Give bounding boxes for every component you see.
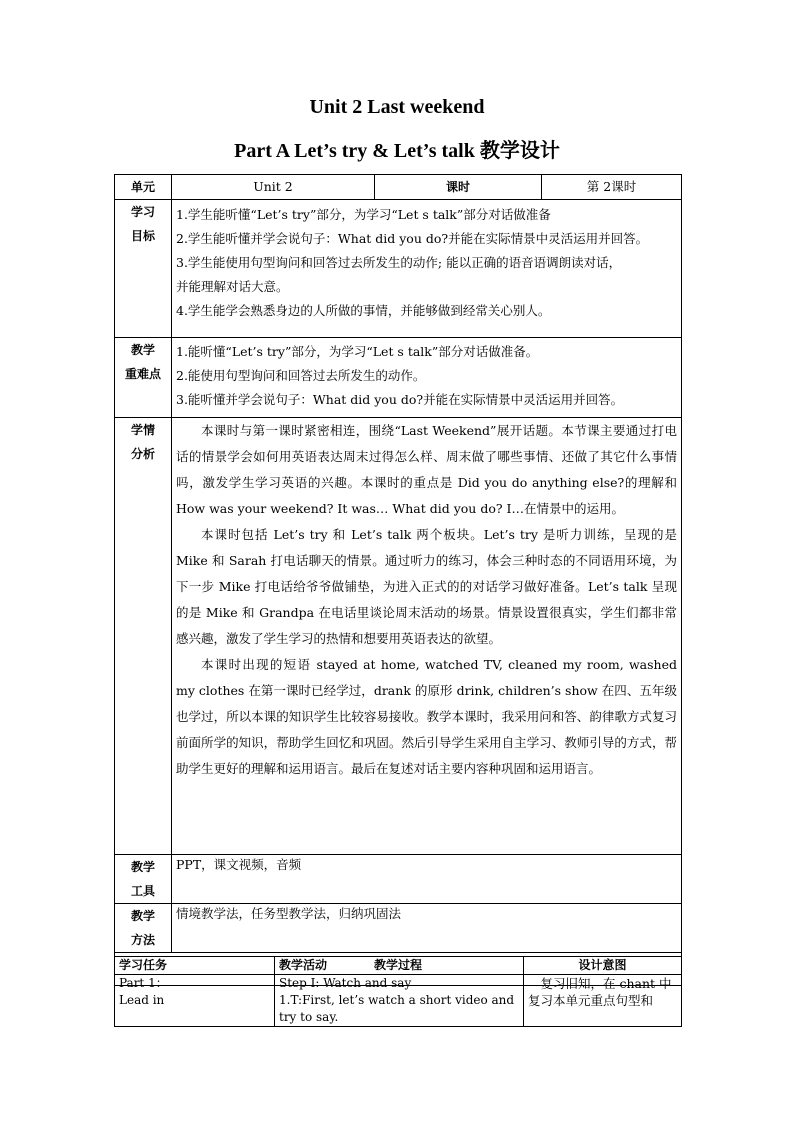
key-points-label-line1: 教学: [130, 343, 155, 357]
col-task-header: 学习任务: [115, 957, 275, 975]
process-row: [115, 975, 682, 1027]
task-line: Part 1：: [119, 976, 168, 990]
methods-label-line2: 方法: [130, 933, 155, 947]
tools-value: PPT，课文视频，音频: [172, 855, 682, 904]
tools-row: [115, 855, 682, 904]
task-cell: [115, 975, 275, 1027]
key-points-content: [172, 338, 682, 418]
process-table: [114, 956, 682, 1027]
key-points-row: [115, 338, 682, 418]
goal-line: 并能理解对话大意。: [176, 279, 289, 294]
activity-cell: [275, 975, 524, 1027]
process-heading: 教学过程: [115, 953, 682, 986]
methods-row: [115, 904, 682, 953]
goal-line: 3.学生能使用句型询问和回答过去所发生的动作; 能以正确的语音语调朗读对话，: [176, 255, 622, 270]
analysis-label: [115, 418, 172, 855]
lesson-plan-table: [114, 174, 682, 986]
period-value: 第 2课时: [542, 175, 682, 200]
key-point-line: 1.能听懂“Let’s try”部分，为学习“Let s talk”部分对话做准备。: [176, 344, 539, 359]
analysis-label-line1: 学情: [130, 423, 155, 437]
analysis-row: [115, 418, 682, 855]
goal-line: 4.学生能学会熟悉身边的人所做的事情，并能够做到经常关心别人。: [176, 303, 551, 318]
analysis-content: [172, 418, 682, 855]
unit-label: 单元: [115, 175, 172, 200]
goals-label-line2: 目标: [130, 229, 155, 243]
process-header-row: [115, 957, 682, 975]
activity-line: try to say.: [279, 1010, 339, 1024]
methods-value: 情境教学法，任务型教学法，归纳巩固法: [172, 904, 682, 953]
intent-cell: [524, 975, 682, 1027]
activity-line: Step I: Watch and say: [279, 976, 412, 990]
unit-value: Unit 2: [172, 175, 375, 200]
intent-line: 复习旧知，在 chant 中: [540, 976, 672, 991]
goals-content: [172, 200, 682, 338]
analysis-paragraph: 本课时与第一课时紧密相连，围绕“Last Weekend”展开话题。本节课主要通过打电话的情景学会如何用英语表达周末过得怎么样、周末做了哪些事情、还做了其它什么事情吗，激发学生学习英语的兴趣。本课时的重点是 Did you do anything else?的理解和 How was your weekend? It was… What did you do? I…在情景中的运用。: [176, 423, 677, 516]
period-label: 课时: [375, 175, 542, 200]
tools-label-line2: 工具: [130, 884, 155, 898]
document-subtitle: Part A Let’s try & Let’s talk 教学设计: [234, 140, 560, 162]
task-line: Lead in: [119, 993, 165, 1007]
document-title: Unit 2 Last weekend: [309, 96, 485, 118]
analysis-paragraph: 本课时包括 Let’s try 和 Let’s talk 两个板块。Let’s try 是听力训练，呈现的是 Mike 和 Sarah 打电话聊天的情景。通过听力的练习，体会三种时态的不同语用环境，为下一步 Mike 打电话给爷爷做铺垫，为进入正式的的对话学习做好准备。Let’s talk 呈现的是 Mike 和 Grandpa 在电话里谈论周末活动的场景。情景设置很真实，学生们都非常感兴趣，激发了学生学习的热情和想要用英语表达的欲望。: [176, 527, 677, 646]
header-row: [115, 175, 682, 200]
key-points-label-line2: 重难点: [124, 367, 161, 381]
goals-row: [115, 200, 682, 338]
activity-line: 1.T:First, let’s watch a short video and: [279, 993, 515, 1007]
col-activity-header: 教学活动: [275, 957, 524, 975]
intent-line: 复习本单元重点句型和: [528, 993, 654, 1008]
methods-label: [115, 904, 172, 953]
goals-label: [115, 200, 172, 338]
tools-label-line1: 教学: [130, 860, 155, 874]
key-point-line: 2.能使用句型询问和回答过去所发生的动作。: [176, 368, 426, 383]
key-point-line: 3.能听懂并学会说句子：What did you do?并能在实际情景中灵活运用并回答。: [176, 392, 624, 407]
col-intent-header: 设计意图: [524, 957, 682, 975]
tools-label: [115, 855, 172, 904]
analysis-label-line2: 分析: [130, 447, 155, 461]
analysis-paragraph: 本课时出现的短语 stayed at home, watched TV, cleaned my room, washed my clothes 在第一课时已经学过，drank 的原形 drink, children’s show 在四、五年级也学过，所以本课的知识学生比较容易接收。教学本课时，我采用问和答、韵律歌方式复习前面所学的知识，帮助学生回忆和巩固。然后引导学生采用自主学习、教师引导的方式，帮助学生更好的理解和运用语言。最后在复述对话主要内容种巩固和运用语言。: [176, 657, 677, 776]
key-points-label: [115, 338, 172, 418]
goals-label-line1: 学习: [130, 205, 155, 219]
methods-label-line1: 教学: [130, 909, 155, 923]
goal-line: 1.学生能听懂“Let’s try”部分，为学习“Let s talk”部分对话做准备: [176, 207, 551, 222]
goal-line: 2.学生能听懂并学会说句子：What did you do?并能在实际情景中灵活运用并回答。: [176, 231, 649, 246]
